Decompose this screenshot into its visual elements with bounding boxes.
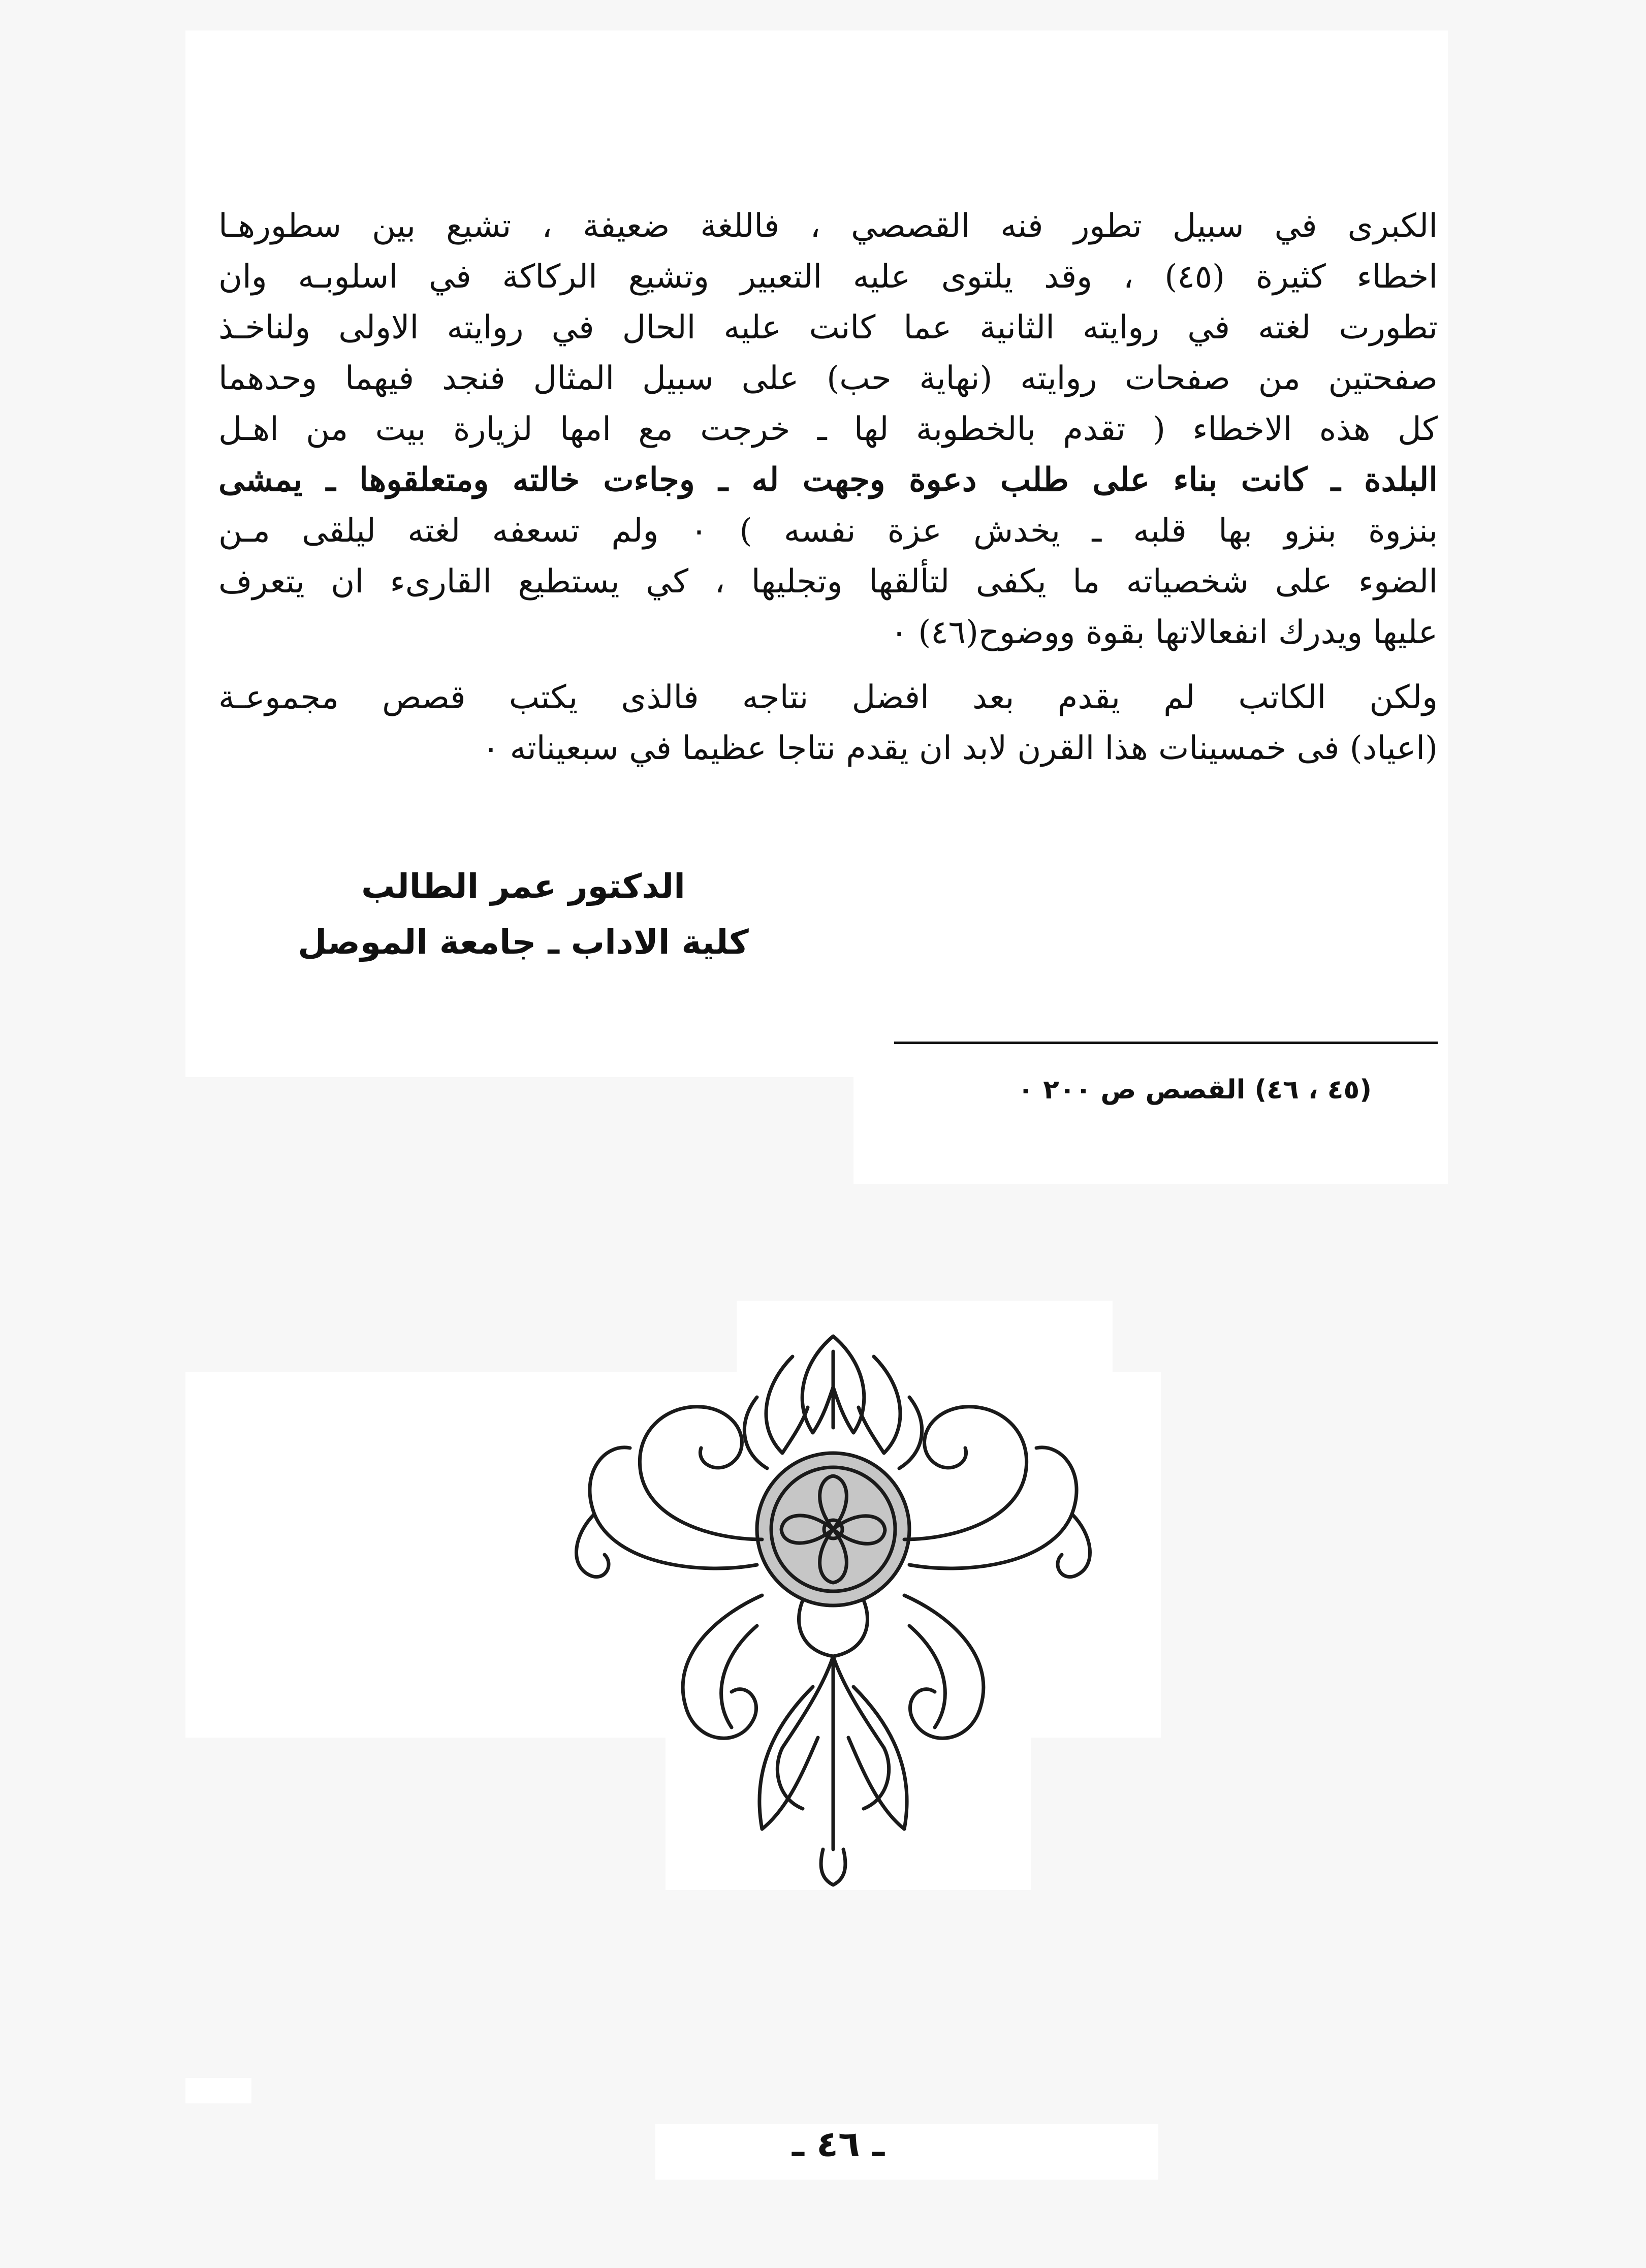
page-number: ـ ٤٦ ـ bbox=[792, 2123, 885, 2165]
text-line: تطورت لغته في روايته الثانية عما كانت عليه الحال في روايته الاولى ولناخـذ bbox=[218, 309, 1438, 346]
paper-corner bbox=[185, 2078, 251, 2103]
author-name: الدكتور عمر الطالب bbox=[361, 867, 685, 906]
text-line-bold: البلدة ـ كانت بناء على طلب دعوة وجهت له ـ وجاءت خالته ومتعلقوها ـ يمشى bbox=[218, 461, 1438, 499]
text-line: ولكن الكاتب لم يقدم بعد افضل نتاجه فالذى يكتب قصص مجموعـة bbox=[218, 679, 1438, 716]
paragraph-2 bbox=[218, 672, 1438, 774]
text-line: بنزوة بنزو بها قلبه ـ يخدش عزة نفسه ) ٠ ولم تسعفه لغته ليلقى مـن bbox=[218, 512, 1438, 550]
text-line: الضوء على شخصياته ما يكفى لتألقها وتجليها ، كي يستطيع القارىء ان يتعرف bbox=[218, 563, 1438, 601]
text-line: عليها ويدرك انفعالاتها بقوة ووضوح(٤٦) ٠ bbox=[890, 614, 1438, 651]
text-line: كل هذه الاخطاء ( تقدم بالخطوبة لها ـ خرجت مع امها لزيارة بيت من اهـل bbox=[218, 411, 1438, 448]
paragraph-1 bbox=[218, 201, 1438, 658]
article-body bbox=[218, 201, 1438, 774]
author-affiliation: كلية الاداب ـ جامعة الموصل bbox=[298, 923, 749, 962]
footnote: (٤٥ ، ٤٦) القصص ص ٢٠٠ ٠ bbox=[1018, 1075, 1372, 1105]
text-line: اخطاء كثيرة (٤٥) ، وقد يلتوى عليه التعبير وتشيع الركاكة في اسلوبـه وان bbox=[218, 258, 1438, 296]
footnote-divider bbox=[894, 1042, 1438, 1044]
text-line: صفحتين من صفحات روايته (نهاية حب) على سبيل المثال فنجد فيهما وحدهما bbox=[218, 360, 1438, 397]
text-line: الكبرى في سبيل تطور فنه القصصي ، فاللغة ضعيفة ، تشيع بين سطورهـا bbox=[218, 207, 1438, 245]
floral-ornament-icon bbox=[518, 1301, 1148, 1895]
author-signature bbox=[284, 859, 762, 970]
text-line: (اعياد) فى خمسينات هذا القرن لابد ان يقدم نتاجا عظيما في سبعيناته ٠ bbox=[482, 730, 1438, 767]
